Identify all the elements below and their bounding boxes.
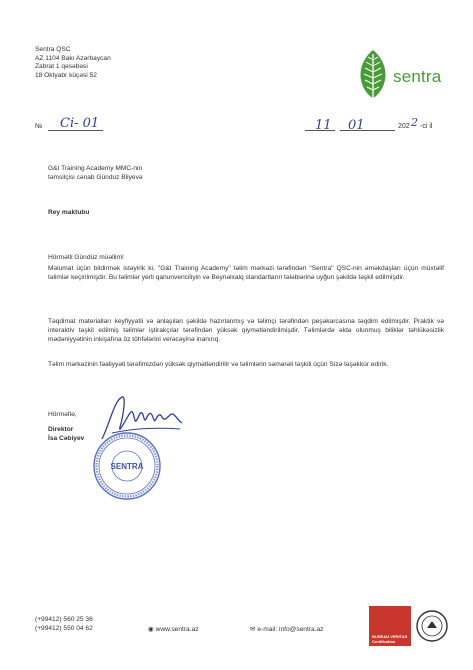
- letter-subject: Rey maktubu: [48, 209, 90, 216]
- signatory-name: İsa Cəbiyev: [48, 435, 85, 442]
- footer-email[interactable]: [250, 626, 323, 635]
- sender-address: [35, 46, 111, 80]
- email-link[interactable]: e-mail: info@sentra.az: [257, 626, 324, 633]
- sender-company: Sentra QSC: [35, 46, 71, 53]
- company-stamp: [92, 431, 162, 501]
- certification-badge: [369, 606, 449, 646]
- signatory-title: Direktor: [48, 426, 74, 433]
- cert-label: Certification: [372, 639, 396, 644]
- date-month-line: [340, 130, 395, 131]
- footer-phone: (+99412) 550 04 62: [35, 624, 93, 632]
- reference-number-line: [48, 130, 103, 131]
- date-year-suffix: -ci il: [420, 123, 433, 130]
- reference-number-value: Ci- 01: [60, 116, 100, 131]
- sender-address-line: 18 Oktyabr küçəsi 52: [35, 71, 97, 79]
- reference-number-label: №: [35, 123, 43, 130]
- salutation: Hörmətli Gündüz müəllim!: [48, 254, 124, 261]
- footer-phones: [35, 616, 93, 633]
- mail-icon: ✉: [250, 626, 256, 633]
- bureau-veritas-seal-icon: [415, 608, 449, 644]
- body-paragraph: Məlumat üçün bildirmək istəyirik ki, "G&I Training Academy" təlim mərkəzi tərəfindən "Sentra" QSC-nin əməkdaşları üçün müxtəlif təlimlər keçirilmişdir. Bu təlimlər yerli qanunvericiliyin və Beynəlxalq standartların tələblərinə uyğun şəkildə təşkil edilmişdir.: [48, 265, 444, 281]
- sender-address-line: AZ 1104 Bakı Azərbaycan: [35, 54, 111, 62]
- body-paragraph: Təqdimat materialları keyfiyyətli və anlaşılan şəkildə hazırlanmış və təlimçi tərəfindən peşəkarcasına təqdim edilmişdir. Praktik və interaktiv təşkil edilmiş təlimlər iştirakçılar tərəfindən yüksək qiymətləndirilmişdir. Təlimlərdə əldə olunmuş biliklər təhlükəsizlik mədəniyyətinin inkişafına öz töhfələrini verəcəyinə inanırıq.: [48, 318, 444, 343]
- date-day: 11: [315, 118, 332, 133]
- footer-phone: (+99412) 560 25 36: [35, 616, 93, 623]
- recipient-line: təmsilçisi cənab Günduz Bliyevə: [48, 173, 143, 181]
- stamp-text: SENTRA: [110, 462, 144, 471]
- date-year-prefix: 202: [398, 123, 410, 130]
- logo-text: sentra: [393, 67, 442, 86]
- body-paragraph: Təlim mərkəzinin fəaliyyəti tərəfimizdən yüksək qiymətləndirilir və təlimlərin səmərəli təşkili üçün Sizə təşəkkür edirik.: [48, 361, 389, 368]
- recipient-block: [48, 165, 143, 183]
- footer-website[interactable]: [148, 626, 199, 635]
- recipient-line: G&I Training Academy MMC-nin: [48, 165, 143, 172]
- date-day-line: [305, 130, 335, 131]
- date-month: 01: [348, 118, 365, 133]
- website-link[interactable]: www.sentra.az: [155, 626, 199, 633]
- cert-label: BUREAU VERITAS: [372, 634, 408, 639]
- date-year-digit: 2: [411, 116, 418, 129]
- sender-address-line: Zabrat 1 qəsəbəsi: [35, 63, 88, 71]
- globe-icon: ◉: [148, 626, 154, 633]
- closing-regards: Hörmətlə,: [48, 411, 77, 418]
